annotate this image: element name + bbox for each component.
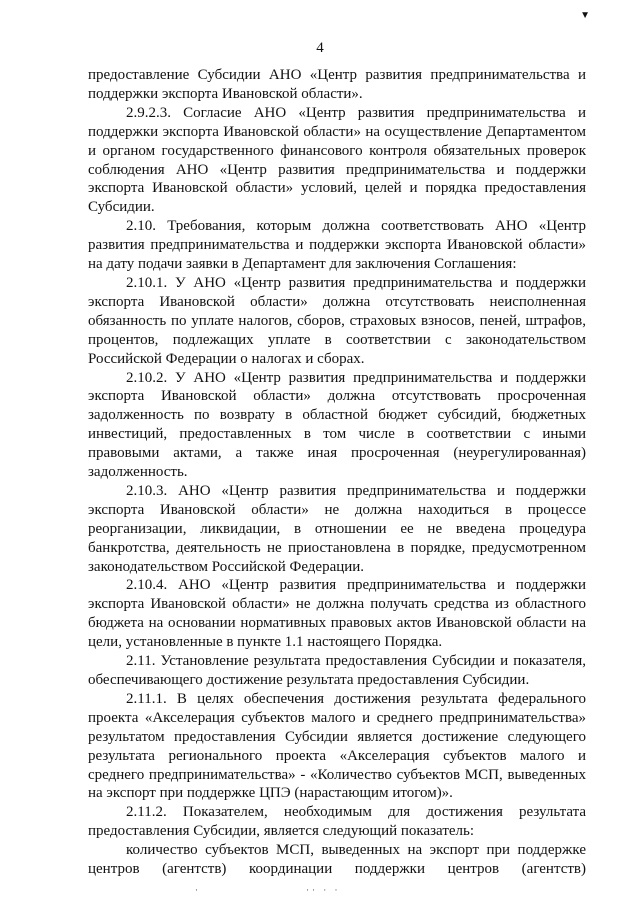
paragraph-2-9-2-3: 2.9.2.3. Согласие АНО «Центр развития предпринимательства и поддержки экспорта Ивановской области» на осуществление Департаментом и органом государственного финансового контроля обязательных проверок соблюдения АНО «Центр развития предпринимательства и поддержки экспорта Ивановской области» условий, целей и порядка предоставления Субсидии. xyxy=(88,104,586,216)
document-body xyxy=(88,66,586,879)
paragraph-2-11: 2.11. Установление результата предоставления Субсидии и показателя, обеспечивающего достижение результата предоставления Субсидии. xyxy=(88,653,586,688)
paragraph-continuation: предоставление Субсидии АНО «Центр развития предпринимательства и поддержки экспорта Ивановской области». xyxy=(88,67,586,102)
paragraph-2-10-4: 2.10.4. АНО «Центр развития предпринимательства и поддержки экспорта Ивановской области» не должна получать средства из областного бюджета на основании нормативных правовых актов Ивановской области на цели, установленные в пункте 1.1 настоящего Порядка. xyxy=(88,577,586,651)
paragraph-2-10: 2.10. Требования, которым должна соответствовать АНО «Центр развития предпринимательства и поддержки экспорта Ивановской области» на дату подачи заявки в Департамент для заключения Соглашения: xyxy=(88,218,586,273)
paragraph-2-11-2: 2.11.2. Показателем, необходимым для достижения результата предоставления Субсидии, является следующий показатель: xyxy=(88,804,586,840)
scan-artifact: · ·· · · xyxy=(195,885,341,895)
corner-mark: ▼ xyxy=(580,10,590,21)
paragraph-indicator: количество субъектов МСП, выведенных на экспорт при поддержке центров (агентств) координации поддержки центров (агентств) xyxy=(88,842,586,878)
paragraph-2-11-1: 2.11.1. В целях обеспечения достижения результата федерального проекта «Акселерация субъектов малого и среднего предпринимательства» результатом предоставления Субсидии является достижение следующего результата регионального проекта «Акселерация субъектов малого и среднего предпринимательства» - «Количество субъектов МСП, выведенных на экспорт при поддержке ЦПЭ (нарастающим итогом)». xyxy=(88,690,586,802)
page-number: 4 xyxy=(316,40,324,56)
paragraph-2-10-3: 2.10.3. АНО «Центр развития предпринимательства и поддержки экспорта Ивановской области» не должна находиться в процессе реорганизации, ликвидации, в отношении ее не введена процедура банкротства, деятельность не приостановлена в порядке, предусмотренном законодательством Российской Федерации. xyxy=(88,482,586,575)
paragraph-2-10-2: 2.10.2. У АНО «Центр развития предпринимательства и поддержки экспорта Ивановской области» должна отсутствовать просроченная задолженность по возврату в областной бюджет субсидий, бюджетных инвестиций, предоставленных в том числе в соответствии с иными правовыми актами, а также иная просроченная (неурегулированная) задолженность. xyxy=(88,369,586,481)
paragraph-2-10-1: 2.10.1. У АНО «Центр развития предпринимательства и поддержки экспорта Ивановской области» должна отсутствовать неисполненная обязанность по уплате налогов, сборов, страховых взносов, пеней, штрафов, процентов, подлежащих уплате в соответствии с законодательством Российской Федерации о налогах и сборах. xyxy=(88,274,586,367)
